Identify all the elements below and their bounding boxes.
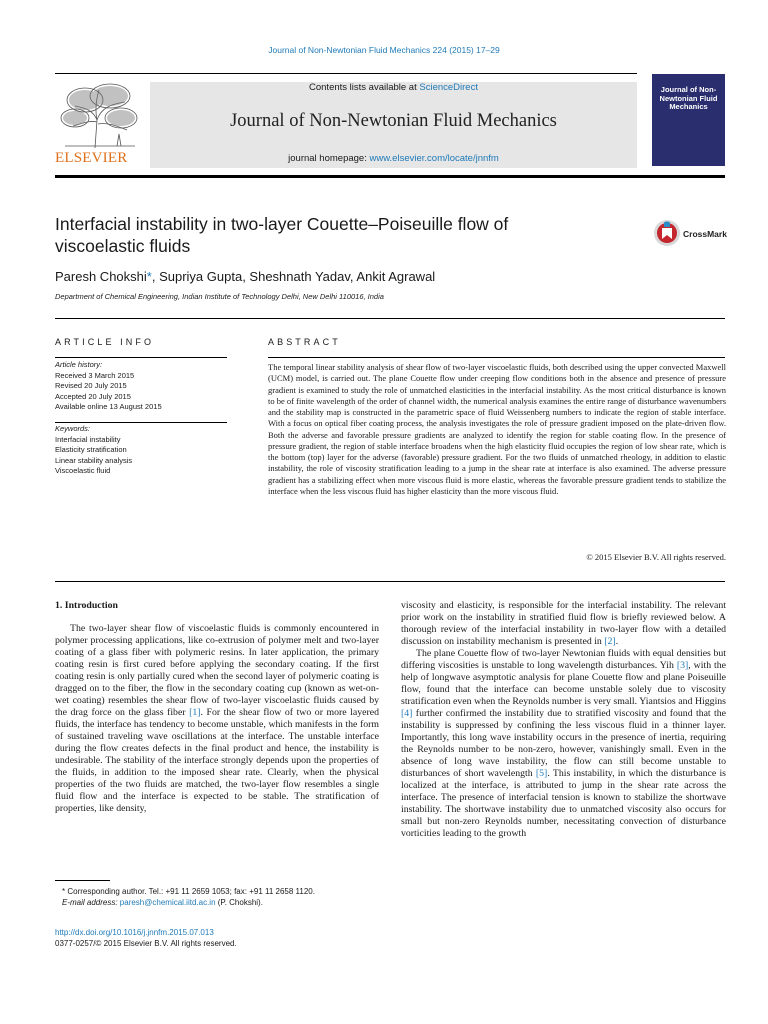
reference-link[interactable]: [4] (401, 708, 413, 719)
reference-link[interactable]: [3] (676, 660, 689, 671)
journal-cover-thumbnail[interactable] (652, 74, 725, 166)
footnote-rule (55, 880, 110, 881)
journal-name: Journal of Non-Newtonian Fluid Mechanics (230, 111, 557, 131)
keyword-item: Elasticity stratification (55, 445, 127, 454)
copyright-notice: © 2015 Elsevier B.V. All rights reserved. (586, 552, 726, 562)
section-rule (55, 318, 725, 319)
affiliation: Department of Chemical Engineering, Indian Institute of Technology Delhi, New Delhi 110016, India (55, 292, 384, 301)
author-name[interactable]: Ankit Agrawal (356, 269, 436, 284)
corresponding-text: Corresponding author. Tel.: +91 11 2659 1053; fax: +91 11 2658 1120. (67, 887, 315, 896)
paragraph-text: viscosity and elasticity, is responsible for the interfacial instability. The relevant prior work on the instability in stratified fluid flow is briefly reviewed below. A thorough review of the interfacial instability in two-layer flow with a detailed discussion on instability mechanism is presented in (401, 600, 726, 647)
journal-header-box (150, 82, 637, 168)
paragraph-text: . For the shear flow of two or more layered fluids, the interface has tendency to become unstable, which manifests in the form of sustained traveling wave oscillations at the interface. The unstable interface during the flow creates defects in the final product and hence, the instability is undesirable. The stability of the interface strongly depends upon the properties of the fluids, in addition to the imposed shear rate. Clearly, when the physical properties of the two fluids are matched, the two-layer flow resembles a single fluid flow and the interface is expected to be stable. The stratification of properties, like density, (55, 707, 380, 814)
corresponding-author-mark[interactable]: * (146, 269, 152, 284)
crossmark-badge[interactable] (653, 219, 728, 247)
header-bottom-rule (55, 175, 725, 178)
journal-citation[interactable] (0, 45, 768, 55)
paragraph-text: , with the help of longwave asymptotic analysis for plane Couette flow and plane Poiseuille flow, found that the interface can become unstable solely due to viscosity stratification even when the Reynolds number is very small. Yiantsios and Higgins (401, 660, 726, 707)
doi-link[interactable]: http://dx.doi.org/10.1016/j.jnnfm.2015.07.013 (55, 928, 214, 937)
email-link[interactable]: paresh@chemical.iitd.ac.in (119, 898, 216, 907)
history-item: Revised 20 July 2015 (55, 381, 127, 390)
paragraph-text: The two-layer shear flow of viscoelastic fluids is commonly encountered in polymer processing applications, like co-extrusion of polymer melt and two-layer coating of a glass fiber with polymeric resins. In later application, the primary coating resin is first cured before applying the secondary coating. If the first coating resin is only partially cured when the second layer of polymeric coating is dragged on to the fiber, the flow in the secondary coating cup (known as wet-on-wet coating) resembles the shear flow of two-layer viscoelastic fluids caused by the drag force on the glass fiber (55, 623, 379, 718)
abstract-text: The temporal linear stability analysis of shear flow of two-layer viscoelastic fluids, both described using the upper convected Maxwell (UCM) model, is carried out. The plane Couette flow under creeping flow conditions both in the absence and presence of pressure gradient is examined to study the role of unmatched elasticities in the interfacial instability. As the most critical disturbance is known to be of finite wavelength of the order of channel width, the numerical analysis examines the entire range of disturbance wavenumbers and the stability map is constructed in the parametric space of fluid Weissenberg numbers to indicate the region of stable interface. With a focus on optical fiber coating process, the analysis investigates the role of pressure gradient imposed on the plate-driven flow. Both the adverse and favorable pressure gradients are analyzed to identify the region for stable coating flow. In the presence of pressure gradient, the region of stable interface broadens when the high elasticity fluid occupies the region of low shear rate, which is the bottom (top) layer for the adverse (favorable) pressure gradient. For the two fluids of unmatched rheology, in addition to elastic instability, the role of viscosity stratification leading to a jump in the shear rate at interface is also examined. The adverse pressure gradient has a stabilizing effect when more viscous fluid is more elastic, whereas the favorable pressure gradient tends to stabilize the interface when the less viscous fluid has higher elasticity than the more viscous fluid. (268, 362, 726, 496)
keyword-item: Linear stability analysis (55, 455, 133, 465)
reference-link[interactable]: [5] (535, 768, 548, 779)
header-top-rule (55, 73, 637, 74)
tree-icon (55, 80, 145, 150)
article-info-rule (55, 357, 227, 358)
footnote-mark: * (62, 887, 66, 896)
contents-line (150, 82, 637, 93)
author-separator: , (349, 269, 357, 284)
abstract-heading: ABSTRACT (268, 337, 341, 347)
body-column-left (55, 623, 379, 815)
crossmark-label: CrossMark (683, 229, 727, 239)
homepage-link[interactable]: www.elsevier.com/locate/jnnfm (369, 153, 499, 164)
cover-title: Journal of Non-Newtonian Fluid Mechanics (659, 85, 718, 111)
paragraph-text: . (615, 636, 619, 647)
paragraph (401, 600, 726, 648)
paragraph (55, 623, 379, 815)
author-list (55, 269, 435, 284)
history-heading: Article history: (55, 360, 103, 369)
doi-block (55, 927, 237, 949)
keyword-item: Viscoelastic fluid (55, 466, 111, 475)
author-separator: , (242, 269, 250, 284)
paragraph-text: . This instability, in which the disturbance is localized at the interface, is attributed to jump in the shear rate across the interface. The presence of interfacial tension is known to stabilize the shortwave instability. The shortwave instability due to unmatched viscosity also occurs for small but non-zero Reynolds number, necessitating convection of disturbance vorticities leading to the growth (401, 768, 726, 839)
keyword-item: Interfacial instability (55, 434, 121, 444)
reference-link[interactable]: [1] (189, 707, 201, 718)
abstract-rule (268, 357, 725, 358)
email-line (62, 897, 315, 908)
email-label: E-mail address: (62, 898, 120, 907)
keywords-rule (55, 422, 227, 423)
abstract-bottom-rule (55, 581, 725, 582)
email-suffix: (P. Chokshi). (215, 898, 263, 907)
homepage-line (150, 153, 637, 164)
section-heading-introduction: 1. Introduction (55, 600, 118, 611)
sciencedirect-link[interactable]: ScienceDirect (419, 82, 478, 93)
author-name[interactable]: Sheshnath Yadav (249, 269, 350, 284)
keywords (55, 424, 132, 477)
history-item: Received 3 March 2015 (55, 370, 135, 380)
author-name[interactable]: Paresh Chokshi (55, 269, 147, 284)
keywords-heading: Keywords: (55, 424, 91, 433)
article-info-heading: ARTICLE INFO (55, 337, 155, 347)
reference-link[interactable]: [2] (604, 636, 616, 647)
author-name[interactable]: Supriya Gupta (159, 269, 243, 284)
contents-prefix: Contents lists available at (309, 82, 420, 93)
history-item: Accepted 20 July 2015 (55, 391, 131, 401)
corresponding-author-note (62, 886, 315, 897)
paragraph-text: further confirmed the instability due to stratified viscosity and found that the instability is suppressed by confining the less viscous fluid in a thinner layer. Importantly, this long wave instability occurs in the presence of inertia, requiring the Reynolds number to be non-zero, however, vanishingly small. Even in the absence of long wave instability, the flow can still become unstable to disturbances of short wavelength (401, 708, 726, 779)
paragraph-text: The plane Couette flow of two-layer Newtonian fluids with equal densities but differing viscosities is unstable to long wavelength disturbances. Yih (401, 648, 726, 671)
paragraph (401, 648, 726, 840)
homepage-prefix: journal homepage: (288, 153, 370, 164)
crossmark-icon (653, 219, 681, 247)
history-item: Available online 13 August 2015 (55, 402, 162, 411)
issn-line: 0377-0257/© 2015 Elsevier B.V. All rights reserved. (55, 939, 237, 948)
article-title: Interfacial instability in two-layer Couette–Poiseuille flow of viscoelastic fluids (55, 214, 509, 256)
footnote (62, 886, 315, 908)
citation-link[interactable]: Journal of Non-Newtonian Fluid Mechanics 224 (2015) 17–29 (268, 45, 500, 55)
elsevier-wordmark: ELSEVIER (55, 150, 128, 166)
author-separator: , (151, 269, 160, 284)
body-column-right (401, 600, 726, 840)
article-history (55, 360, 162, 413)
